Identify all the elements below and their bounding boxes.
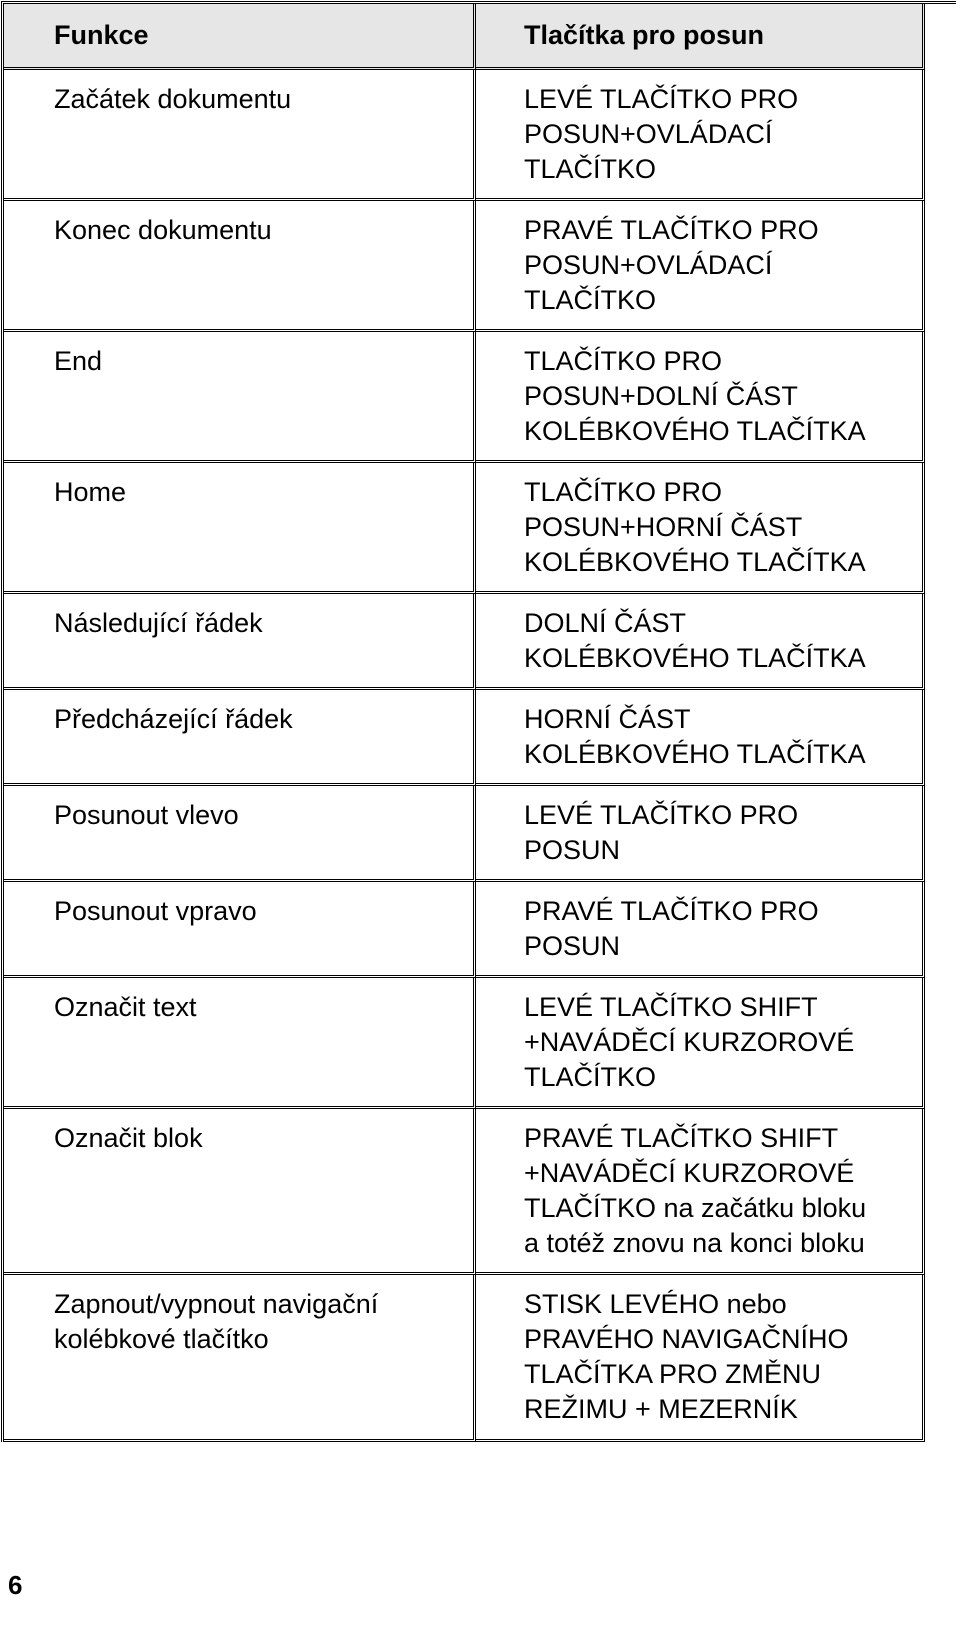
buttons-cell: STISK LEVÉHO nebo PRAVÉHO NAVIGAČNÍHO TLAČÍTKA PRO ZMĚNU REŽIMU + MEZERNÍK [476,1275,925,1442]
function-cell: Předcházející řádek [4,690,476,786]
function-cell: Následující řádek [4,594,476,690]
table-header-row [4,4,956,70]
function-cell: Posunout vpravo [4,882,476,978]
buttons-cell: LEVÉ TLAČÍTKO PRO POSUN+OVLÁDACÍ TLAČÍTKO [476,70,925,201]
function-cell: Konec dokumentu [4,201,476,332]
table-row [4,882,956,978]
header-function: Funkce [4,4,476,70]
buttons-cell: TLAČÍTKO PRO POSUN+HORNÍ ČÁST KOLÉBKOVÉHO TLAČÍTKA [476,463,925,594]
function-cell: Označit blok [4,1109,476,1275]
buttons-cell: LEVÉ TLAČÍTKO SHIFT +NAVÁDĚCÍ KURZOROVÉ TLAČÍTKO [476,978,925,1109]
table-row [4,594,956,690]
function-cell: Posunout vlevo [4,786,476,882]
buttons-cell: HORNÍ ČÁST KOLÉBKOVÉHO TLAČÍTKA [476,690,925,786]
table-row [4,332,956,463]
function-table [1,1,956,1442]
table-row [4,786,956,882]
function-cell: Začátek dokumentu [4,70,476,201]
table-row [4,201,956,332]
function-cell: End [4,332,476,463]
buttons-cell: PRAVÉ TLAČÍTKO PRO POSUN [476,882,925,978]
table-row [4,463,956,594]
buttons-cell: PRAVÉ TLAČÍTKO SHIFT +NAVÁDĚCÍ KURZOROVÉ TLAČÍTKO na začátku bloku a totéž znovu na konci bloku [476,1109,925,1275]
header-scroll-buttons: Tlačítka pro posun [476,4,925,70]
buttons-cell: TLAČÍTKO PRO POSUN+DOLNÍ ČÁST KOLÉBKOVÉHO TLAČÍTKA [476,332,925,463]
table-row [4,1109,956,1275]
table-row [4,690,956,786]
buttons-cell: DOLNÍ ČÁST KOLÉBKOVÉHO TLAČÍTKA [476,594,925,690]
table-row [4,978,956,1109]
function-cell: Home [4,463,476,594]
function-cell: Označit text [4,978,476,1109]
buttons-cell: PRAVÉ TLAČÍTKO PRO POSUN+OVLÁDACÍ TLAČÍTKO [476,201,925,332]
function-cell: Zapnout/vypnout navigační kolébkové tlačítko [4,1275,476,1442]
table-row [4,70,956,201]
buttons-cell: LEVÉ TLAČÍTKO PRO POSUN [476,786,925,882]
table-row [4,1275,956,1442]
page-number: 6 [8,1570,23,1600]
